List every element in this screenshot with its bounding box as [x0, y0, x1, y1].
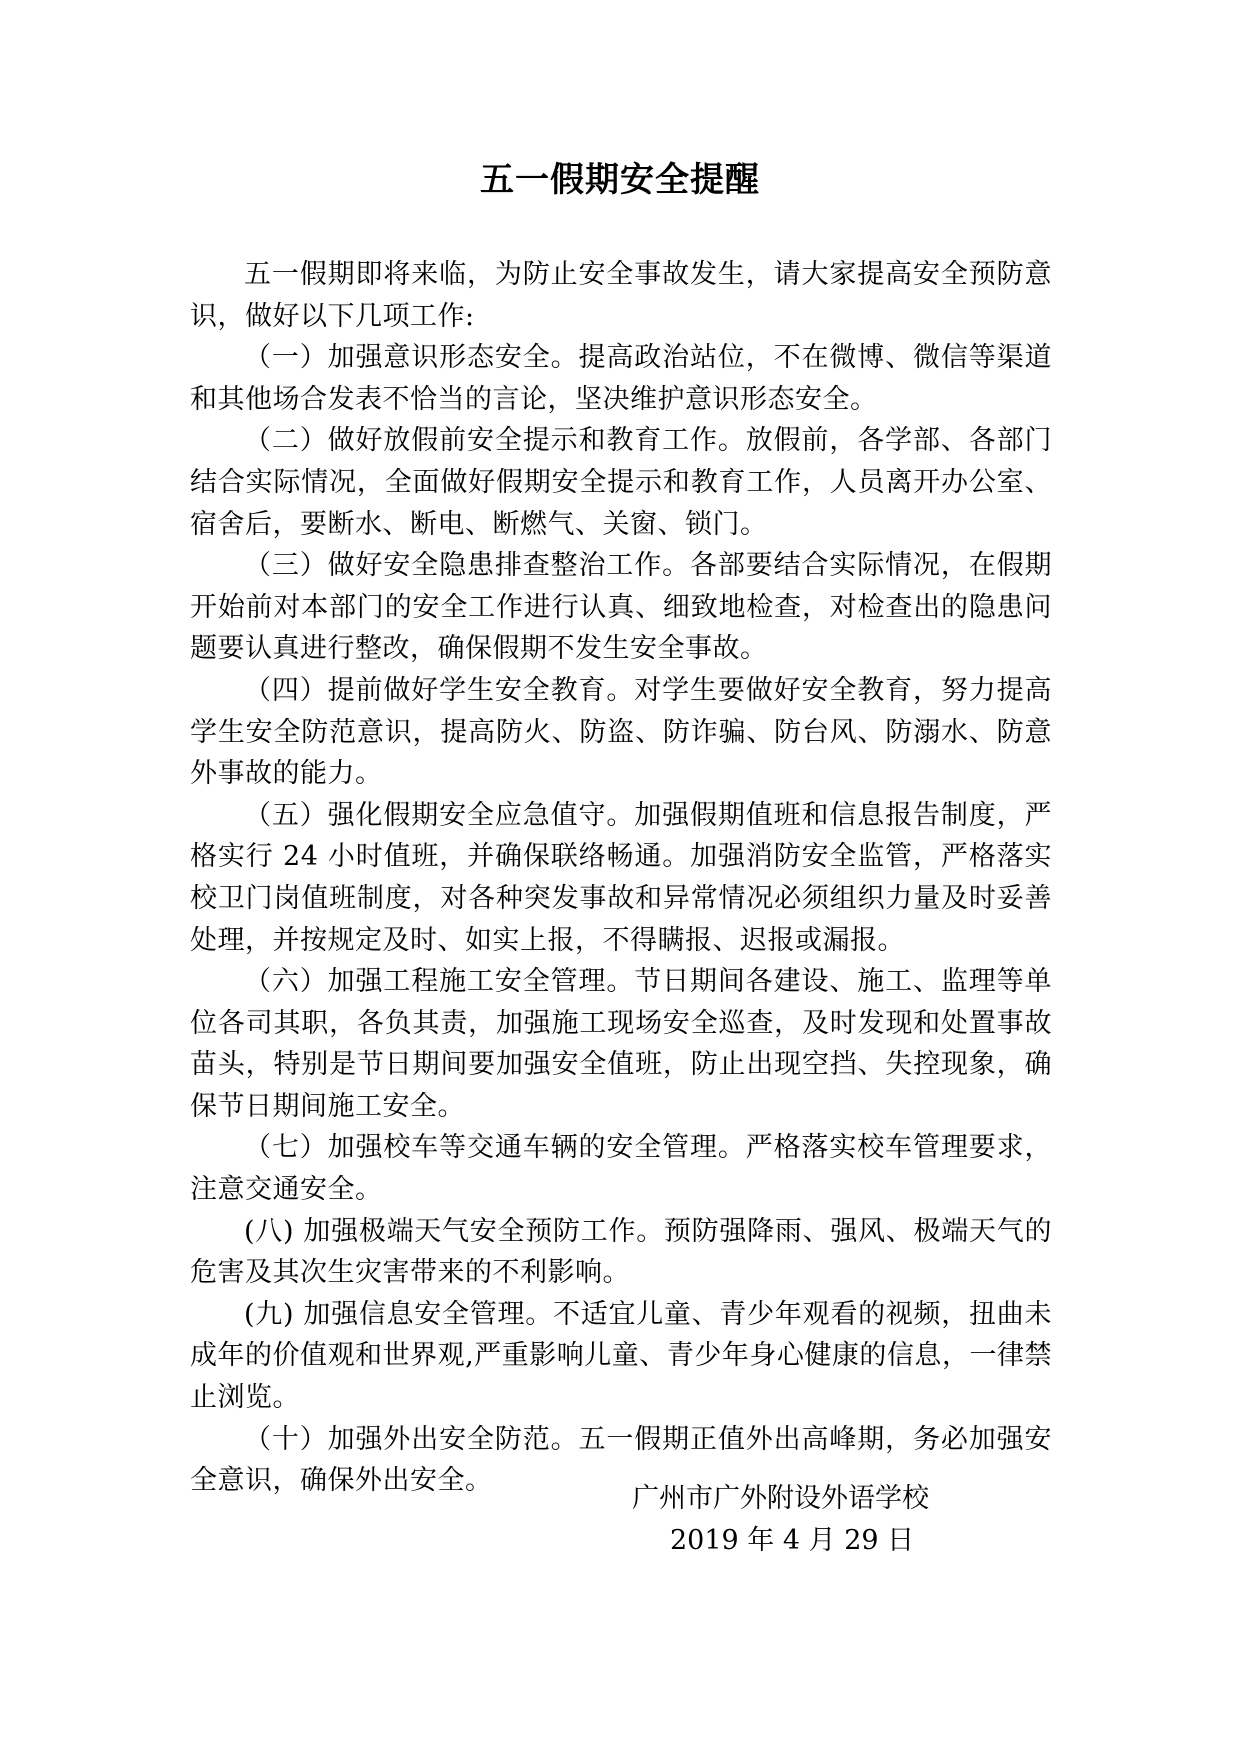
- item-paragraph-10: （十）加强外出安全防范。五一假期正值外出高峰期，务必加强安全意识，确保外出安全。: [190, 1423, 1052, 1497]
- intro-paragraph: 五一假期即将来临，为防止安全事故发生，请大家提高安全预防意识，做好以下几项工作:: [190, 259, 1052, 332]
- item-paragraph-1: （一）加强意识形态安全。提高政治站位，不在微博、微信等渠道和其他场合发表不恰当的言论，坚决维护意识形态安全。: [190, 342, 1052, 415]
- signature-date: 2019 年 4 月 29 日: [670, 1525, 915, 1556]
- item-paragraph-4: （四）提前做好学生安全教育。对学生要做好安全教育，努力提高学生安全防范意识，提高防火、防盗、防诈骗、防台风、防溺水、防意外事故的能力。: [190, 674, 1052, 790]
- document-body: [190, 254, 1052, 1502]
- item-paragraph-8: (八) 加强极端天气安全预防工作。预防强降雨、强风、极端天气的危害及其次生灾害带来的不利影响。: [190, 1215, 1052, 1289]
- signature-organization: 广州市广外附设外语学校: [632, 1483, 929, 1514]
- item-paragraph-5: （五）强化假期安全应急值守。加强假期值班和信息报告制度，严格实行 24 小时值班，并确保联络畅通。加强消防安全监管，严格落实校卫门岗值班制度，对各种突发事故和异常情况必须组织力量及时妥善处理，并按规定及时、如实上报，不得瞒报、迟报或漏报。: [190, 799, 1052, 956]
- item-paragraph-9: (九) 加强信息安全管理。不适宜儿童、青少年观看的视频，扭曲未成年的价值观和世界观,严重影响儿童、青少年身心健康的信息，一律禁止浏览。: [190, 1298, 1052, 1414]
- document-title: 五一假期安全提醒: [480, 160, 760, 200]
- signature-block: [628, 1478, 968, 1562]
- item-paragraph-3: （三）做好安全隐患排查整治工作。各部要结合实际情况，在假期开始前对本部门的安全工作进行认真、细致地检查，对检查出的隐患问题要认真进行整改，确保假期不发生安全事故。: [190, 550, 1052, 665]
- item-paragraph-6: （六）加强工程施工安全管理。节日期间各建设、施工、监理等单位各司其职，各负其责，加强施工现场安全巡查，及时发现和处置事故苗头，特别是节日期间要加强安全值班，防止出现空挡、失控现象，确保节日期间施工安全。: [190, 966, 1052, 1122]
- item-paragraph-7: （七）加强校车等交通车辆的安全管理。严格落实校车管理要求，注意交通安全。: [190, 1132, 1052, 1206]
- item-paragraph-2: （二）做好放假前安全提示和教育工作。放假前，各学部、各部门结合实际情况，全面做好假期安全提示和教育工作，人员离开办公室、宿舍后，要断水、断电、断燃气、关窗、锁门。: [190, 425, 1052, 540]
